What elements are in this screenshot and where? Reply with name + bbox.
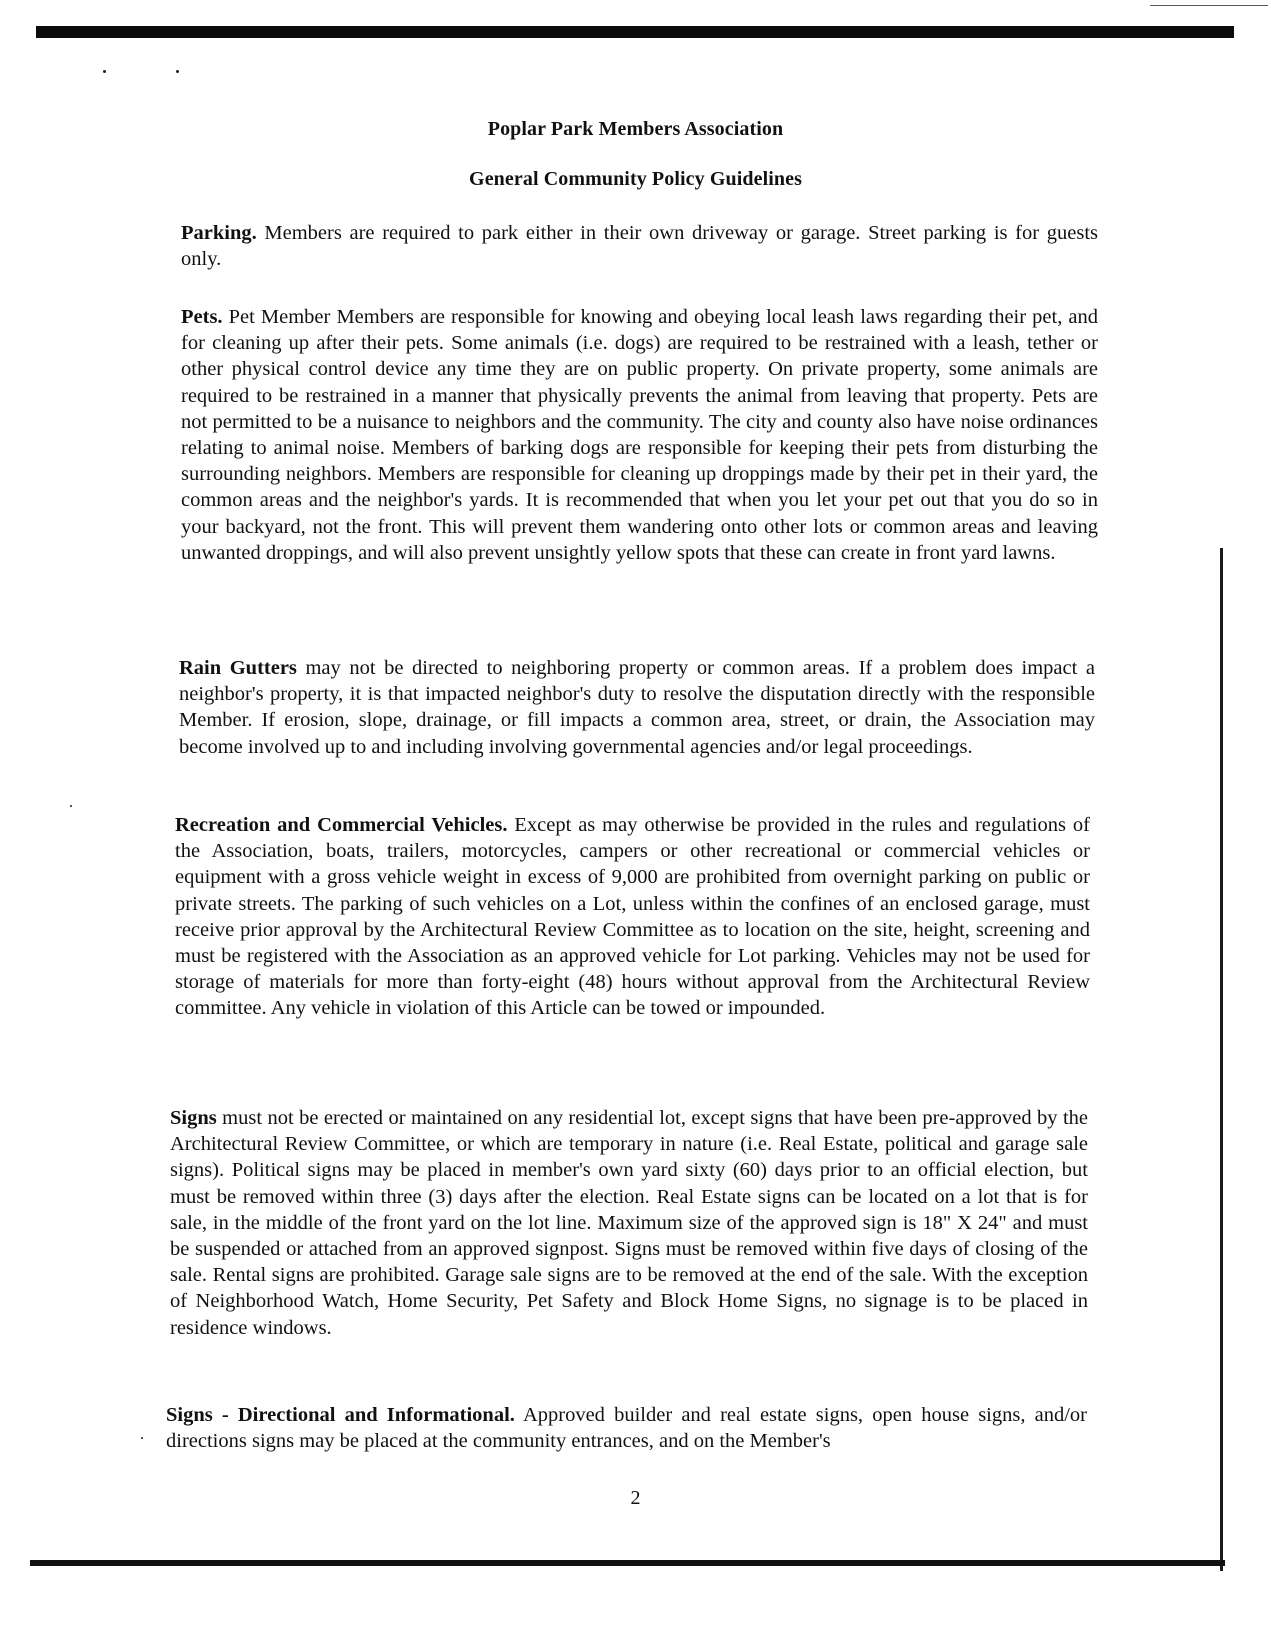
section-body: Members are required to park either in their own driveway or garage. Street parking is for guests only.	[181, 222, 1098, 271]
section-vehicles	[175, 812, 1090, 1022]
top-border-bar	[36, 26, 1234, 38]
section-body: Pet Member Members are responsible for knowing and obeying local leash laws regarding their pet, and for cleaning up after their pets. Some animals (i.e. dogs) are required to be restrained with a leash, tether or other physical control device any time they are on public property. On private property, some animals are required to be restrained in a manner that physically prevents the animal from leaving that property. Pets are not permitted to be a nuisance to neighbors and the community. The city and county also have noise ordinances relating to animal noise. Members of barking dogs are responsible for keeping their pets from disturbing the surrounding neighbors. Members are responsible for cleaning up droppings made by their pet in their yard, the common areas and the neighbor's yards. It is recommended that when you let your pet out that you do so in your backyard, not the front. This will prevent them wandering onto other lots or common areas and leaving unwanted droppings, and will also prevent unsightly yellow spots that these can create in front yard lawns.	[181, 306, 1098, 564]
scan-speck	[176, 70, 179, 73]
section-body: must not be erected or maintained on any residential lot, except signs that have been pre-approved by the Architectural Review Committee, or which are temporary in nature (i.e. Real Estate, political and garage sale signs). Political signs may be placed in member's own yard sixty (60) days prior to an official election, but must be removed within three (3) days after the election. Real Estate signs can be located on a lot that is for sale, in the middle of the front yard on the lot line. Maximum size of the approved sign is 18" X 24" and must be suspended or attached from an approved signpost. Signs must be removed within five days of closing of the sale. Rental signs are prohibited. Garage sale signs are to be removed at the end of the sale. With the exception of Neighborhood Watch, Home Security, Pet Safety and Block Home Signs, no signage is to be placed in residence windows.	[170, 1107, 1088, 1339]
section-heading: Signs	[170, 1107, 217, 1129]
scan-speck	[141, 1437, 143, 1439]
section-body: Approved builder and real estate signs, open house signs, and/or directions signs may be placed at the community entrances, and on the Member's	[166, 1404, 1088, 1453]
scan-speck	[103, 70, 106, 73]
section-heading: Rain Gutters	[179, 657, 297, 679]
section-heading: Recreation and Commercial Vehicles.	[175, 814, 508, 836]
section-signs-directional	[166, 1402, 1087, 1454]
right-border-line	[1220, 548, 1223, 1571]
section-signs	[170, 1105, 1088, 1341]
section-heading: Parking.	[181, 222, 257, 244]
section-heading: Signs - Directional and Informational.	[166, 1404, 515, 1426]
section-rain-gutters	[179, 655, 1095, 760]
scan-edge-line	[1150, 5, 1268, 6]
section-body: Except as may otherwise be provided in the rules and regulations of the Association, boats, trailers, motorcycles, campers or other recreational or commercial vehicles or equipment with a gross vehicle weight in excess of 9,000 are prohibited from overnight parking on public or private streets. The parking of such vehicles on a Lot, unless within the confines of an enclosed garage, must receive prior approval by the Architectural Review Committee as to location on the site, height, screening and must be registered with the Association as an approved vehicle for Lot parking. Vehicles may not be used for storage of materials for more than forty-eight (48) hours without approval from the Architectural Review committee. Any vehicle in violation of this Article can be towed or impounded.	[175, 814, 1090, 1020]
section-body: may not be directed to neighboring property or common areas. If a problem does impact a neighbor's property, it is that impacted neighbor's duty to resolve the disputation directly with the responsible Member. If erosion, slope, drainage, or fill impacts a common area, street, or drain, the Association may become involved up to and including involving governmental agencies and/or legal proceedings.	[179, 657, 1095, 758]
document-title: General Community Policy Guidelines	[469, 168, 802, 190]
section-pets	[181, 304, 1098, 566]
section-parking	[181, 220, 1098, 272]
org-name-heading: Poplar Park Members Association	[487, 118, 784, 140]
bottom-border-bar	[30, 1560, 1225, 1566]
scan-speck	[70, 805, 72, 807]
section-heading: Pets.	[181, 306, 223, 328]
page-number: 2	[630, 1487, 641, 1509]
